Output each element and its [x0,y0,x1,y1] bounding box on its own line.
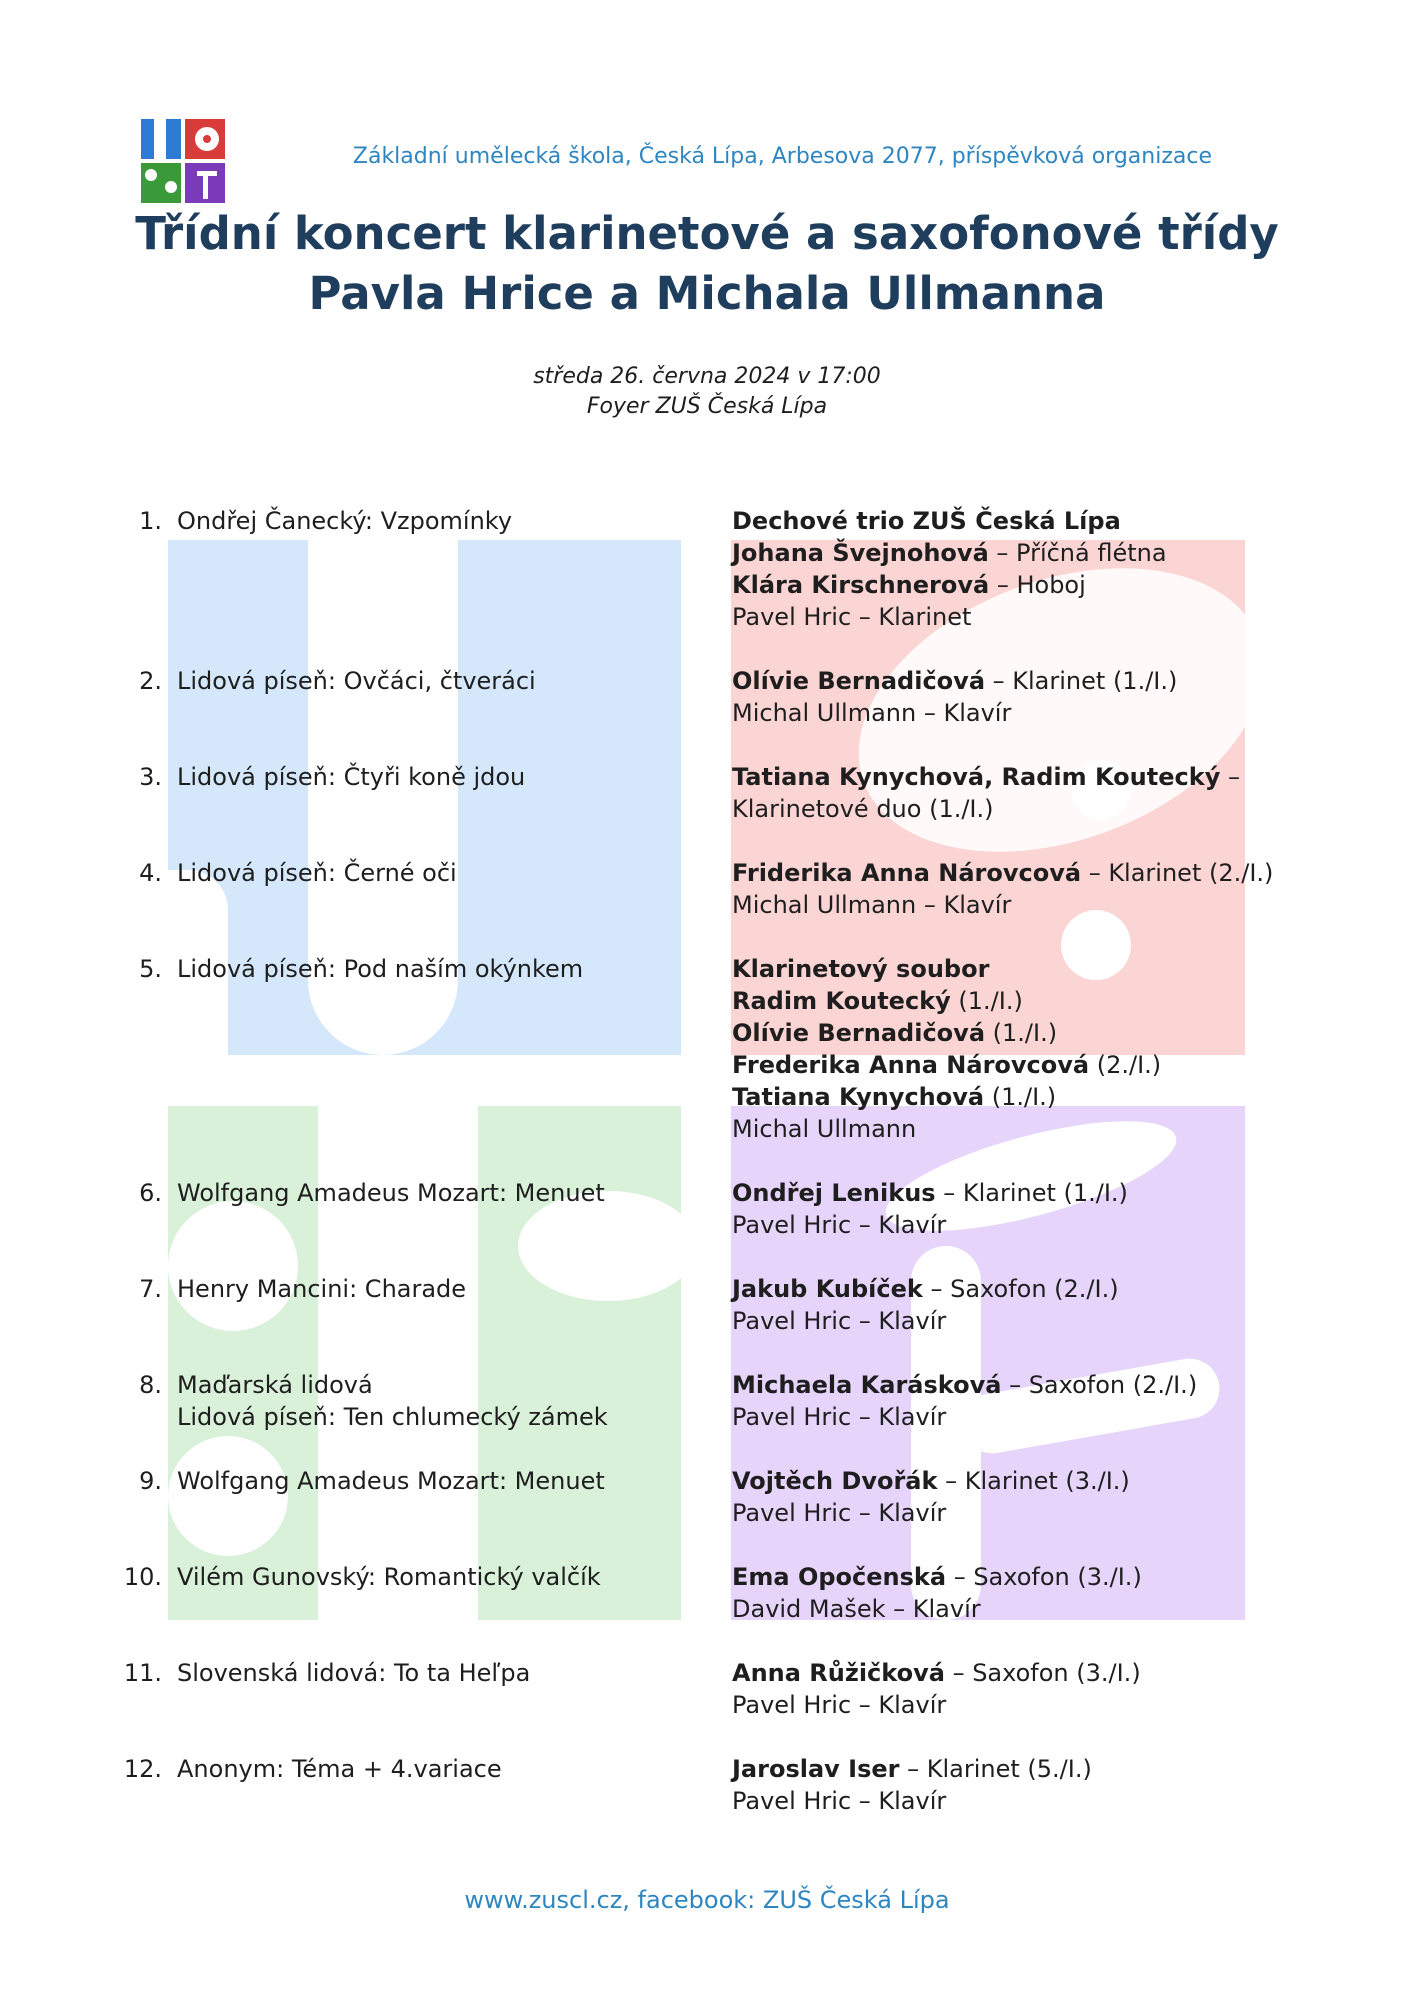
performers [732,857,1292,921]
piece-title [177,953,697,985]
performer-detail: – Klarinet (1./I.) [935,1179,1128,1207]
performer-detail: Michal Ullmann – Klavír [732,891,1012,919]
piece-line: Wolfgang Amadeus Mozart: Menuet [177,1467,605,1495]
piece-line: Anonym: Téma + 4.variace [177,1755,502,1783]
performer-detail: – Saxofon (2./I.) [1001,1371,1198,1399]
piece-line: Lidová píseň: Čtyři koně jdou [177,763,526,791]
performers [732,1177,1292,1241]
piece-title [177,1465,697,1497]
performer-line [732,1497,1292,1529]
performer-line [732,1049,1292,1081]
performer-line [732,857,1292,889]
performer-detail: Klarinetové duo (1./I.) [732,795,994,823]
piece-line: Ondřej Čanecký: Vzpomínky [177,507,513,535]
performers [732,953,1292,1145]
piece-line: Lidová píseň: Ten chlumecký zámek [177,1403,608,1431]
performer-detail: – Příčná flétna [988,539,1167,567]
performer-line [732,1657,1292,1689]
piece-line: Henry Mancini: Charade [177,1275,467,1303]
performer-detail: (1./I.) [950,987,1023,1015]
footer-links: www.zuscl.cz, facebook: ZUŠ Česká Lípa [464,1886,950,1914]
performer-detail: Pavel Hric – Klavír [732,1307,947,1335]
performer-detail: – Klarinet (3./I.) [937,1467,1130,1495]
piece-title [177,1273,697,1305]
performer-detail: – Hoboj [989,571,1086,599]
performer-name: Vojtěch Dvořák [732,1467,938,1495]
performer-detail: (2./I.) [1089,1051,1162,1079]
item-number: 10. [123,1563,162,1591]
performer-line [732,1305,1292,1337]
performer-line [732,1209,1292,1241]
performer-name: Olívie Bernadičová [732,667,986,695]
performer-name: Dechové trio ZUŠ Česká Lípa [732,507,1121,535]
piece-title [177,1657,697,1689]
piece-title [177,761,697,793]
performer-line [732,1081,1292,1113]
item-number: 1. [139,507,162,535]
piece-title [177,1753,697,1785]
event-venue: Foyer ZUŠ Česká Lípa [586,394,828,419]
performer-name: Ema Opočenská [732,1563,947,1591]
performer-name: Jaroslav Iser [732,1755,900,1783]
piece-title [177,505,697,537]
performer-detail: – Saxofon (3./I.) [944,1659,1141,1687]
performers [732,1465,1292,1529]
performer-detail: (1./I.) [985,1019,1058,1047]
performer-line [732,697,1292,729]
item-number: 11. [123,1659,162,1687]
performer-name: Michaela Karásková [732,1371,1002,1399]
piece-title [177,1561,697,1593]
item-number: 9. [139,1467,162,1495]
performer-name: Jakub Kubíček [732,1275,923,1303]
concert-title [0,204,1414,324]
performer-line [732,569,1292,601]
performer-name: Frederika Anna Nárovcová [732,1051,1090,1079]
piece-title [177,1369,697,1433]
piece-title [177,1177,697,1209]
performers [732,1369,1292,1433]
performers [732,1273,1292,1337]
performers [732,1657,1292,1721]
performer-line [732,793,1292,825]
performer-line [732,1593,1292,1625]
performers [732,665,1292,729]
performer-detail: – Saxofon (2./I.) [922,1275,1119,1303]
performer-detail: – Saxofon (3./I.) [946,1563,1142,1591]
item-number: 4. [139,859,162,887]
item-number: 2. [139,667,162,695]
performer-detail: Pavel Hric – Klavír [732,1787,947,1815]
performers [732,1753,1292,1817]
performer-line [732,985,1292,1017]
performer-line [732,1273,1292,1305]
item-number: 6. [139,1179,162,1207]
performer-name: Klára Kirschnerová [732,571,990,599]
performer-line [732,1017,1292,1049]
performer-line [732,1785,1292,1817]
performer-detail: – [1220,763,1240,791]
performer-line [732,1113,1292,1145]
performer-detail: Michal Ullmann – Klavír [732,699,1012,727]
performer-detail: Pavel Hric – Klavír [732,1499,947,1527]
piece-line: Vilém Gunovský: Romantický valčík [177,1563,601,1591]
piece-title [177,665,697,697]
performer-line [732,1561,1292,1593]
performer-detail: Pavel Hric – Klavír [732,1403,947,1431]
performers [732,1561,1292,1625]
piece-line: Wolfgang Amadeus Mozart: Menuet [177,1179,605,1207]
performer-line [732,537,1292,569]
performer-detail: Michal Ullmann [732,1115,917,1143]
performer-detail: – Klarinet (2./I.) [1081,859,1274,887]
piece-line: Lidová píseň: Pod naším okýnkem [177,955,584,983]
performer-name: Tatiana Kynychová [732,1083,985,1111]
performer-line [732,1689,1292,1721]
performer-line [732,889,1292,921]
performer-line [732,665,1292,697]
performer-line [732,1177,1292,1209]
item-number: 8. [139,1371,162,1399]
performer-detail: Pavel Hric – Klavír [732,1691,947,1719]
item-number: 5. [139,955,162,983]
performer-line [732,953,1292,985]
performer-detail: Pavel Hric – Klavír [732,1211,947,1239]
item-number: 7. [139,1275,162,1303]
performers [732,505,1292,633]
performer-line [732,1369,1292,1401]
item-number: 12. [123,1755,162,1783]
event-info [0,362,1414,422]
performer-name: Klarinetový soubor [732,955,990,983]
title-line-2: Pavla Hrice a Michala Ullmanna [308,267,1106,320]
piece-line: Lidová píseň: Ovčáci, čtveráci [177,667,536,695]
performers [732,761,1292,825]
performer-detail: – Klarinet (5./I.) [899,1755,1092,1783]
piece-line: Slovenská lidová: To ta Heľpa [177,1659,531,1687]
performer-name: Anna Růžičková [732,1659,945,1687]
performer-name: Olívie Bernadičová [732,1019,986,1047]
performer-detail: (1./I.) [984,1083,1057,1111]
piece-line: Maďarská lidová [177,1371,373,1399]
performer-detail: – Klarinet (1./I.) [985,667,1178,695]
performer-line [732,761,1292,793]
event-date: středa 26. června 2024 v 17:00 [533,364,881,389]
performer-detail: Pavel Hric – Klarinet [732,603,972,631]
performer-name: Ondřej Lenikus [732,1179,936,1207]
performer-name: Radim Koutecký [732,987,951,1015]
performer-line [732,1401,1292,1433]
item-number: 3. [139,763,162,791]
performer-line [732,505,1292,537]
organization-name: Základní umělecká škola, Česká Lípa, Arbesova 2077, příspěvková organizace [352,144,1212,169]
performer-name: Johana Švejnohová [732,539,989,567]
performer-line [732,1753,1292,1785]
title-line-1: Třídní koncert klarinetové a saxofonové třídy [135,207,1279,260]
performer-name: Tatiana Kynychová, Radim Koutecký [732,763,1221,791]
piece-line: Lidová píseň: Černé oči [177,859,457,887]
performer-line [732,601,1292,633]
performer-name: Friderika Anna Nárovcová [732,859,1082,887]
performer-line [732,1465,1292,1497]
piece-title [177,857,697,889]
performer-detail: David Mašek – Klavír [732,1595,981,1623]
